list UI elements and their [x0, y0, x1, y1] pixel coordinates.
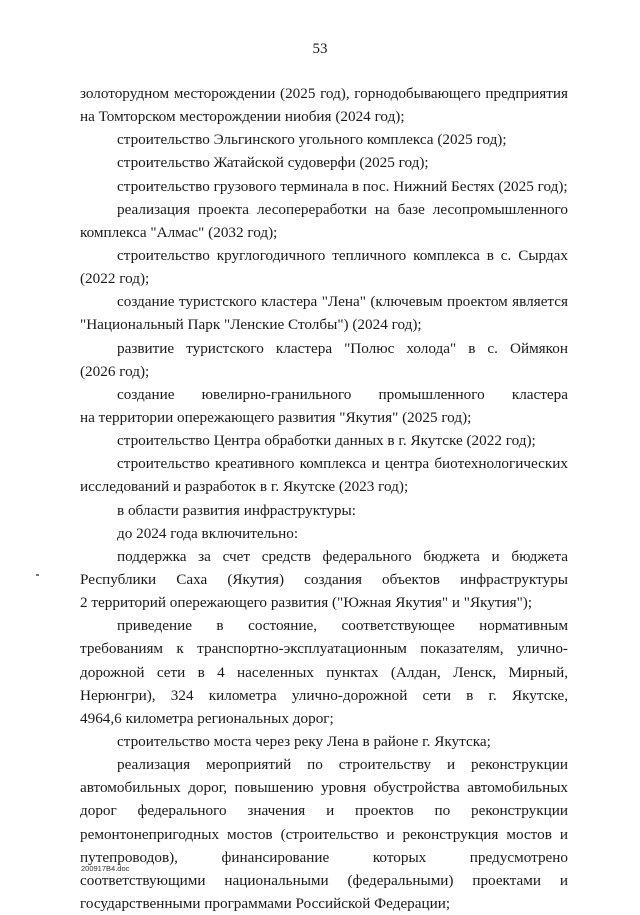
text-line: строительство креативного комплекса и центра биотехнологических: [117, 455, 568, 473]
text-line: на Томторском месторождении ниобия (2024 год);: [80, 108, 405, 126]
text-line: ремонтонепригодных мостов (строительство и реконструкция мостов и: [80, 825, 568, 843]
text-line: золоторудном месторождении (2025 год), горнодобывающего предприятия: [80, 85, 568, 102]
text-line: дорог федерального значения и проектов по реконструкции: [80, 802, 568, 820]
text-line: строительство Жатайской судоверфи (2025 год);: [117, 154, 429, 172]
footer-doc-code: 200917В4.doc: [81, 864, 130, 873]
text-line: путепроводов), финансирование которых предусмотрено: [80, 848, 568, 866]
text-line: Нерюнгри), 324 километра улично-дорожной сети в г. Якутске,: [80, 686, 568, 704]
text-line: строительство круглогодичного тепличного комплекса в с. Сырдах: [117, 246, 568, 264]
text-line: реализация проекта лесопереработки на базе лесопромышленного: [117, 200, 568, 218]
text-line: приведение в состояние, соответствующее нормативным: [117, 617, 568, 635]
text-line: в области развития инфраструктуры:: [117, 501, 356, 519]
text-line: автомобильных дорог, повышению уровня обустройства автомобильных: [80, 779, 568, 797]
text-line: поддержка за счет средств федерального бюджета и бюджета: [117, 547, 568, 565]
margin-mark: [36, 574, 39, 576]
text-line: исследований и разработок в г. Якутске (2023 год);: [80, 478, 409, 496]
text-line: создание туристского кластера "Лена" (ключевым проектом является: [117, 293, 568, 311]
text-line: 2 территорий опережающего развития ("Южная Якутия" и "Якутия");: [80, 594, 533, 612]
text-line: строительство моста через реку Лена в районе г. Якутска;: [117, 732, 491, 750]
text-line: строительство Центра обработки данных в г. Якутске (2022 год);: [117, 432, 536, 450]
text-line: строительство Эльгинского угольного комплекса (2025 год);: [117, 131, 507, 149]
text-line: развитие туристского кластера "Полюс холода" в с. Оймякон: [117, 339, 568, 357]
text-line: (2026 год);: [80, 362, 150, 380]
page-number: 53: [312, 41, 328, 57]
document-body: [80, 82, 568, 915]
text-line: Республики Саха (Якутия) создания объектов инфраструктуры: [80, 570, 568, 588]
text-line: требованиям к транспортно-эксплуатационным показателям, улично-: [80, 640, 568, 658]
text-line: создание ювелирно-гранильного промышленного кластера: [117, 385, 568, 403]
text-line: до 2024 года включительно:: [117, 524, 299, 542]
text-line: реализация мероприятий по строительству и реконструкции: [117, 756, 568, 774]
text-line: соответствующими национальными (федеральными) проектами и: [80, 871, 568, 889]
text-line: (2022 год);: [80, 270, 150, 288]
text-line: на территории опережающего развития "Якутия" (2025 год);: [80, 408, 472, 426]
text-line: "Национальный Парк "Ленские Столбы") (2024 год);: [80, 316, 422, 334]
text-line: государственными программами Российской Федерации;: [80, 894, 451, 912]
text-line: 4964,6 километра региональных дорог;: [80, 709, 334, 727]
text-line: комплекса "Алмас" (2032 год);: [80, 223, 278, 241]
text-line: дорожной сети в 4 населенных пунктах (Алдан, Ленск, Мирный,: [80, 663, 568, 681]
text-line: строительство грузового терминала в пос. Нижний Бестях (2025 год);: [117, 177, 568, 195]
